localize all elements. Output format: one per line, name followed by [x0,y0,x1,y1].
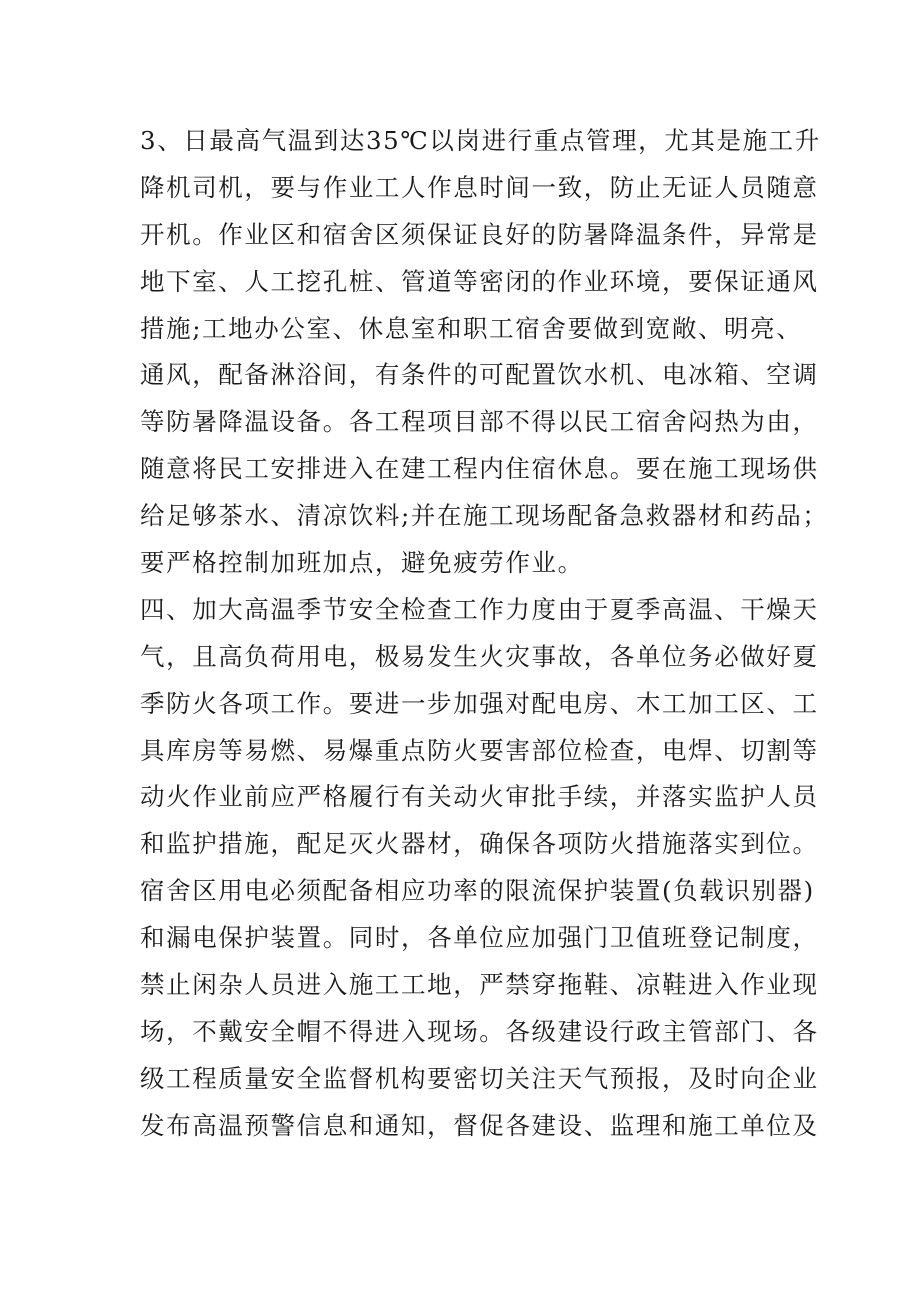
text-line: 级工程质量安全监督机构要密切关注天气预报，及时向企业 [140,1063,819,1093]
text-line: 宿舍区用电必须配备相应功率的限流保护装置(负载识别器) [140,876,815,906]
text-line: 和漏电保护装置。同时，各单位应加强门卫值班登记制度， [140,923,819,953]
text-line: 发布高温预警信息和通知，督促各建设、监理和施工单位及 [140,1110,819,1140]
text-line: 要严格控制加班加点，避免疲劳作业。 [140,548,584,578]
text-line: 场，不戴安全帽不得进入现场。各级建设行政主管部门、各 [140,1016,819,1046]
text-line: 气，且高负荷用电，极易发生火灾事故，各单位务必做好夏 [140,641,819,671]
text-line: 地下室、人工挖孔桩、管道等密闭的作业环境，要保证通风 [140,266,819,296]
text-line: 季防火各项工作。要进一步加强对配电房、木工加工区、工 [140,688,819,718]
body-text [140,118,829,1150]
text-line: 措施;工地办公室、休息室和职工宿舍要做到宽敞、明亮、 [140,313,803,343]
text-line: 禁止闲杂人员进入施工工地，严禁穿拖鞋、凉鞋进入作业现 [140,970,819,1000]
text-line: 动火作业前应严格履行有关动火审批手续，并落实监护人员 [140,782,819,812]
text-line: 随意将民工安排进入在建工程内住宿休息。要在施工现场供 [140,454,819,484]
text-line: 通风，配备淋浴间，有条件的可配置饮水机、电冰箱、空调 [140,360,819,390]
text-line: 3、日最高气温到达35℃以岗进行重点管理，尤其是施工升 [140,126,821,155]
text-line: 和监护措施，配足灭火器材，确保各项防火措施落实到位。 [140,829,819,859]
text-line: 降机司机，要与作业工人作息时间一致，防止无证人员随意 [140,172,819,202]
section-heading-line: 四、加大高温季节安全检查工作力度由于夏季高温、干燥天 [140,594,819,624]
text-line: 具库房等易燃、易爆重点防火要害部位检查，电焊、切割等 [140,735,819,765]
text-line: 开机。作业区和宿舍区须保证良好的防暑降温条件，异常是 [140,219,819,249]
text-line: 给足够茶水、清凉饮料;并在施工现场配备急救器材和药品； [140,501,829,531]
text-line: 等防暑降温设备。各工程项目部不得以民工宿舍闷热为由， [140,407,819,437]
